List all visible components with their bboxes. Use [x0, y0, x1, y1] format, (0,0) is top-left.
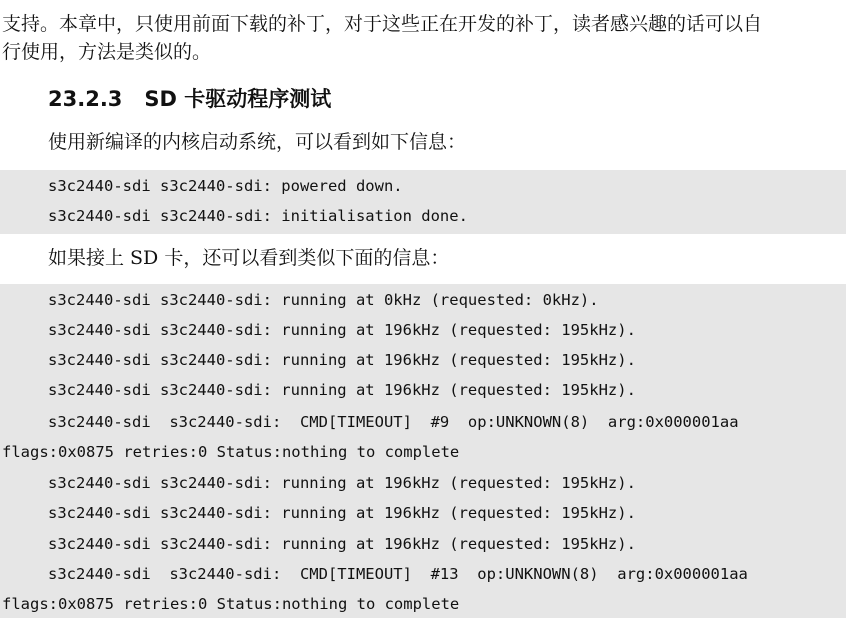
code-line: flags:0x0875 retries:0 Status:nothing to complete: [2, 443, 460, 461]
section-number: 23.2.3: [48, 87, 123, 111]
code-line: s3c2440-sdi s3c2440-sdi: running at 196kHz (requested: 195kHz).: [48, 351, 636, 369]
boot-log-block: [0, 170, 846, 234]
sd-log-block: [0, 284, 846, 618]
code-line: s3c2440-sdi s3c2440-sdi: running at 196kHz (requested: 195kHz).: [48, 504, 636, 522]
code-line: s3c2440-sdi s3c2440-sdi: running at 196kHz (requested: 195kHz).: [48, 474, 636, 492]
code-line: s3c2440-sdi s3c2440-sdi: CMD[TIMEOUT] #13 op:UNKNOWN(8) arg:0x000001aa: [48, 565, 748, 583]
sd-card-paragraph: 如果接上 SD 卡，还可以看到类似下面的信息：: [48, 247, 450, 269]
code-line: s3c2440-sdi s3c2440-sdi: running at 196kHz (requested: 195kHz).: [48, 321, 636, 339]
code-line: s3c2440-sdi s3c2440-sdi: CMD[TIMEOUT] #9 op:UNKNOWN(8) arg:0x000001aa: [48, 413, 739, 431]
intro-paragraph-line-2: 行使用，方法是类似的。: [2, 41, 212, 63]
code-line: s3c2440-sdi s3c2440-sdi: running at 196kHz (requested: 195kHz).: [48, 535, 636, 553]
section-title: SD 卡驱动程序测试: [144, 87, 332, 111]
intro-paragraph-line-1: 支持。本章中，只使用前面下载的补丁，对于这些正在开发的补丁，读者感兴趣的话可以自: [2, 13, 763, 35]
code-line: s3c2440-sdi s3c2440-sdi: running at 0kHz (requested: 0kHz).: [48, 291, 599, 309]
boot-paragraph: 使用新编译的内核启动系统，可以看到如下信息：: [48, 131, 467, 153]
code-line: s3c2440-sdi s3c2440-sdi: powered down.: [48, 177, 403, 195]
code-line: flags:0x0875 retries:0 Status:nothing to complete: [2, 595, 460, 613]
code-line: s3c2440-sdi s3c2440-sdi: initialisation done.: [48, 207, 468, 225]
code-line: s3c2440-sdi s3c2440-sdi: running at 196kHz (requested: 195kHz).: [48, 381, 636, 399]
section-heading: [48, 84, 331, 114]
